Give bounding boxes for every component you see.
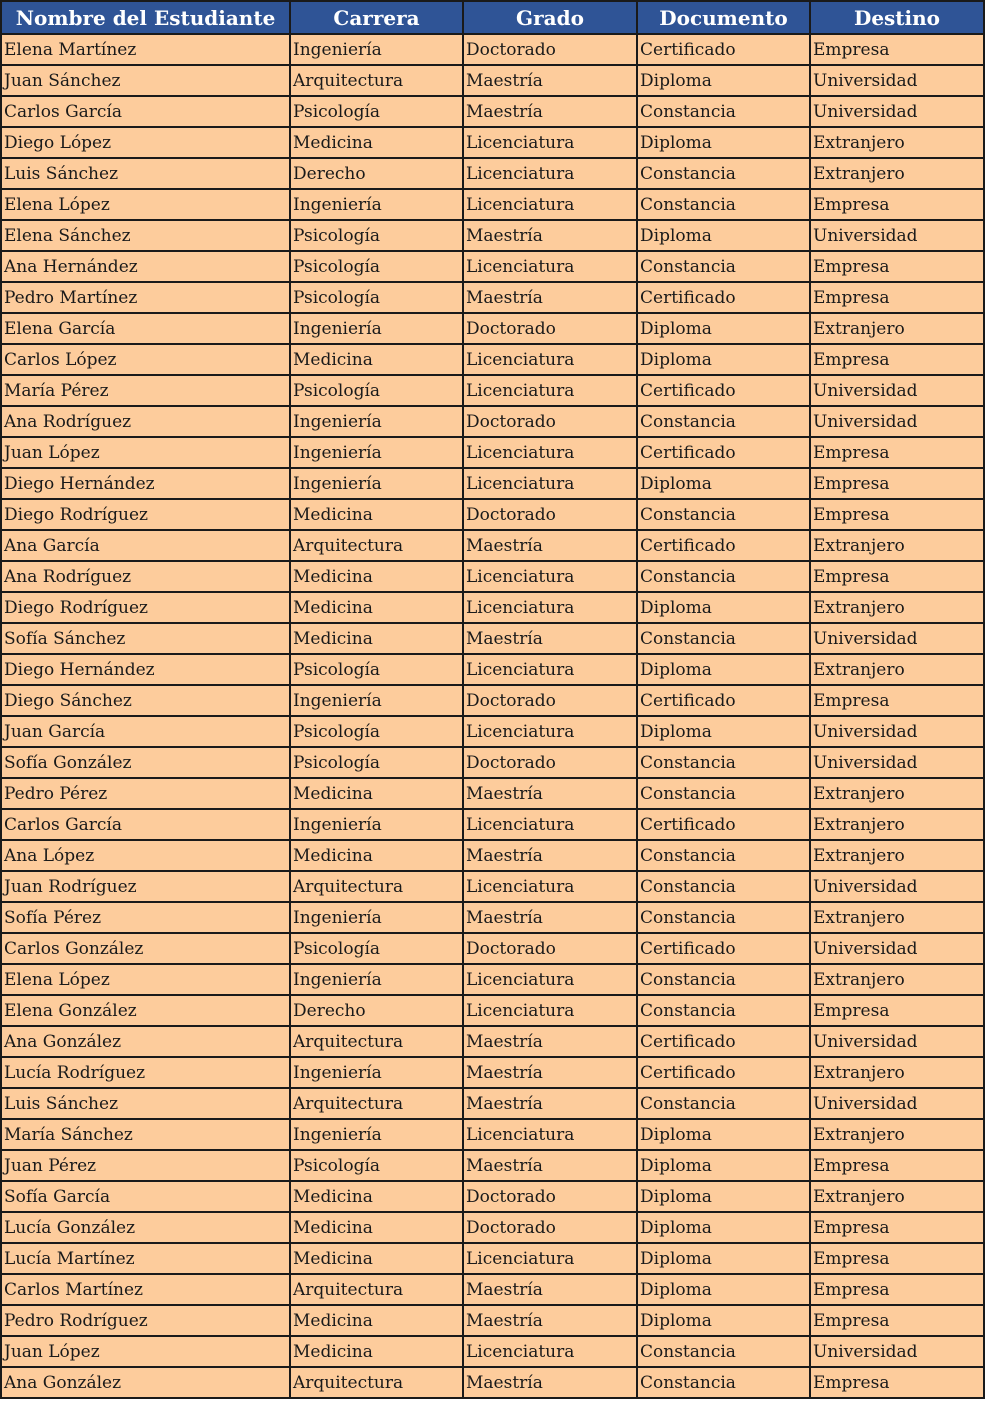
cell-carrera: Medicina [290, 1243, 463, 1274]
cell-carrera: Ingeniería [290, 685, 463, 716]
cell-carrera: Ingeniería [290, 902, 463, 933]
cell-documento: Constancia [637, 499, 810, 530]
cell-destino: Universidad [810, 375, 984, 406]
cell-grado: Maestría [463, 65, 637, 96]
cell-documento: Certificado [637, 437, 810, 468]
cell-destino: Extranjero [810, 158, 984, 189]
table-row [1, 1088, 984, 1119]
cell-nombre: Diego Rodríguez [1, 499, 290, 530]
cell-nombre: Elena García [1, 313, 290, 344]
cell-documento: Constancia [637, 840, 810, 871]
table-row [1, 251, 984, 282]
cell-carrera: Medicina [290, 1305, 463, 1336]
cell-destino: Extranjero [810, 127, 984, 158]
cell-nombre: Ana Rodríguez [1, 561, 290, 592]
cell-nombre: Diego Hernández [1, 654, 290, 685]
cell-destino: Universidad [810, 406, 984, 437]
cell-grado: Maestría [463, 1305, 637, 1336]
table-row [1, 282, 984, 313]
cell-documento: Diploma [637, 468, 810, 499]
cell-nombre: Juan López [1, 1336, 290, 1367]
table-row [1, 654, 984, 685]
cell-documento: Certificado [637, 933, 810, 964]
table-row [1, 65, 984, 96]
cell-carrera: Arquitectura [290, 1274, 463, 1305]
cell-destino: Extranjero [810, 778, 984, 809]
table-row [1, 1305, 984, 1336]
cell-nombre: Sofía González [1, 747, 290, 778]
table-row [1, 871, 984, 902]
cell-carrera: Medicina [290, 127, 463, 158]
cell-grado: Doctorado [463, 747, 637, 778]
cell-documento: Constancia [637, 995, 810, 1026]
cell-documento: Constancia [637, 1088, 810, 1119]
table-row [1, 902, 984, 933]
cell-grado: Licenciatura [463, 592, 637, 623]
cell-carrera: Psicología [290, 933, 463, 964]
table-row [1, 1150, 984, 1181]
cell-carrera: Ingeniería [290, 1057, 463, 1088]
cell-nombre: Elena López [1, 189, 290, 220]
cell-carrera: Medicina [290, 1181, 463, 1212]
cell-carrera: Arquitectura [290, 1367, 463, 1398]
cell-nombre: Luis Sánchez [1, 158, 290, 189]
cell-grado: Licenciatura [463, 1243, 637, 1274]
cell-documento: Diploma [637, 1119, 810, 1150]
cell-nombre: Carlos López [1, 344, 290, 375]
cell-documento: Diploma [637, 1150, 810, 1181]
cell-destino: Empresa [810, 561, 984, 592]
cell-carrera: Medicina [290, 840, 463, 871]
table-row [1, 995, 984, 1026]
cell-nombre: Diego Rodríguez [1, 592, 290, 623]
cell-nombre: Luis Sánchez [1, 1088, 290, 1119]
cell-documento: Diploma [637, 220, 810, 251]
cell-documento: Diploma [637, 1243, 810, 1274]
cell-carrera: Arquitectura [290, 530, 463, 561]
cell-destino: Empresa [810, 468, 984, 499]
cell-documento: Diploma [637, 1274, 810, 1305]
cell-nombre: Ana González [1, 1367, 290, 1398]
cell-grado: Licenciatura [463, 809, 637, 840]
cell-documento: Diploma [637, 65, 810, 96]
cell-carrera: Psicología [290, 96, 463, 127]
cell-documento: Diploma [637, 716, 810, 747]
cell-nombre: Elena Martínez [1, 34, 290, 65]
table-row [1, 344, 984, 375]
cell-documento: Certificado [637, 375, 810, 406]
cell-destino: Empresa [810, 189, 984, 220]
cell-grado: Maestría [463, 1088, 637, 1119]
table-row [1, 158, 984, 189]
cell-grado: Maestría [463, 1026, 637, 1057]
cell-carrera: Psicología [290, 1150, 463, 1181]
table-row [1, 933, 984, 964]
cell-documento: Certificado [637, 530, 810, 561]
cell-destino: Universidad [810, 933, 984, 964]
table-row [1, 1336, 984, 1367]
cell-grado: Maestría [463, 1367, 637, 1398]
cell-documento: Diploma [637, 313, 810, 344]
table-row [1, 468, 984, 499]
cell-documento: Constancia [637, 251, 810, 282]
cell-carrera: Arquitectura [290, 1026, 463, 1057]
table-row [1, 375, 984, 406]
cell-grado: Licenciatura [463, 654, 637, 685]
cell-carrera: Ingeniería [290, 34, 463, 65]
cell-grado: Licenciatura [463, 716, 637, 747]
cell-carrera: Psicología [290, 251, 463, 282]
cell-documento: Constancia [637, 1336, 810, 1367]
cell-documento: Constancia [637, 189, 810, 220]
cell-carrera: Ingeniería [290, 406, 463, 437]
cell-grado: Licenciatura [463, 375, 637, 406]
cell-nombre: María Sánchez [1, 1119, 290, 1150]
cell-destino: Empresa [810, 1305, 984, 1336]
cell-nombre: María Pérez [1, 375, 290, 406]
table-row [1, 1119, 984, 1150]
cell-nombre: Diego Hernández [1, 468, 290, 499]
header-carrera: Carrera [290, 1, 463, 34]
cell-documento: Certificado [637, 685, 810, 716]
cell-destino: Universidad [810, 1336, 984, 1367]
cell-destino: Extranjero [810, 1119, 984, 1150]
cell-nombre: Sofía Pérez [1, 902, 290, 933]
cell-carrera: Psicología [290, 654, 463, 685]
cell-grado: Licenciatura [463, 995, 637, 1026]
table-row [1, 964, 984, 995]
cell-destino: Extranjero [810, 840, 984, 871]
cell-destino: Extranjero [810, 809, 984, 840]
cell-documento: Certificado [637, 282, 810, 313]
cell-carrera: Medicina [290, 499, 463, 530]
cell-nombre: Sofía Sánchez [1, 623, 290, 654]
cell-grado: Licenciatura [463, 127, 637, 158]
cell-documento: Constancia [637, 902, 810, 933]
cell-grado: Doctorado [463, 34, 637, 65]
table-row [1, 1026, 984, 1057]
cell-carrera: Psicología [290, 716, 463, 747]
cell-destino: Extranjero [810, 530, 984, 561]
table-row [1, 809, 984, 840]
cell-documento: Diploma [637, 127, 810, 158]
cell-nombre: Diego Sánchez [1, 685, 290, 716]
cell-destino: Extranjero [810, 313, 984, 344]
table-row [1, 530, 984, 561]
cell-destino: Universidad [810, 747, 984, 778]
cell-destino: Extranjero [810, 654, 984, 685]
cell-nombre: Ana Rodríguez [1, 406, 290, 437]
cell-carrera: Ingeniería [290, 1119, 463, 1150]
cell-grado: Maestría [463, 96, 637, 127]
cell-destino: Extranjero [810, 1181, 984, 1212]
table-row [1, 189, 984, 220]
cell-documento: Diploma [637, 654, 810, 685]
cell-carrera: Psicología [290, 220, 463, 251]
cell-destino: Empresa [810, 1212, 984, 1243]
table-row [1, 1212, 984, 1243]
cell-destino: Universidad [810, 1026, 984, 1057]
cell-carrera: Medicina [290, 592, 463, 623]
cell-carrera: Ingeniería [290, 964, 463, 995]
cell-carrera: Ingeniería [290, 437, 463, 468]
header-nombre: Nombre del Estudiante [1, 1, 290, 34]
cell-destino: Universidad [810, 65, 984, 96]
cell-documento: Constancia [637, 561, 810, 592]
cell-destino: Empresa [810, 344, 984, 375]
cell-nombre: Lucía Rodríguez [1, 1057, 290, 1088]
cell-destino: Extranjero [810, 1057, 984, 1088]
cell-nombre: Ana Hernández [1, 251, 290, 282]
cell-nombre: Pedro Pérez [1, 778, 290, 809]
cell-destino: Extranjero [810, 592, 984, 623]
table-row [1, 220, 984, 251]
table-body [1, 34, 984, 1398]
table-row [1, 313, 984, 344]
cell-nombre: Juan Rodríguez [1, 871, 290, 902]
cell-destino: Universidad [810, 96, 984, 127]
cell-nombre: Ana García [1, 530, 290, 561]
cell-grado: Doctorado [463, 933, 637, 964]
cell-grado: Maestría [463, 623, 637, 654]
cell-nombre: Pedro Rodríguez [1, 1305, 290, 1336]
cell-documento: Constancia [637, 964, 810, 995]
cell-documento: Certificado [637, 809, 810, 840]
cell-grado: Licenciatura [463, 251, 637, 282]
cell-nombre: Carlos García [1, 96, 290, 127]
cell-nombre: Elena González [1, 995, 290, 1026]
table-row [1, 623, 984, 654]
cell-carrera: Ingeniería [290, 189, 463, 220]
table-row [1, 778, 984, 809]
cell-documento: Constancia [637, 158, 810, 189]
cell-grado: Maestría [463, 840, 637, 871]
cell-destino: Universidad [810, 1088, 984, 1119]
cell-nombre: Juan López [1, 437, 290, 468]
cell-grado: Doctorado [463, 685, 637, 716]
cell-documento: Constancia [637, 871, 810, 902]
cell-destino: Extranjero [810, 902, 984, 933]
cell-destino: Universidad [810, 871, 984, 902]
cell-nombre: Sofía García [1, 1181, 290, 1212]
table-row [1, 1243, 984, 1274]
cell-grado: Maestría [463, 1150, 637, 1181]
cell-destino: Empresa [810, 1243, 984, 1274]
cell-documento: Certificado [637, 1026, 810, 1057]
cell-nombre: Juan Pérez [1, 1150, 290, 1181]
cell-carrera: Arquitectura [290, 1088, 463, 1119]
cell-carrera: Medicina [290, 778, 463, 809]
table-row [1, 499, 984, 530]
cell-documento: Diploma [637, 1305, 810, 1336]
cell-carrera: Psicología [290, 375, 463, 406]
table-row [1, 592, 984, 623]
table-row [1, 96, 984, 127]
cell-grado: Maestría [463, 1057, 637, 1088]
cell-destino: Empresa [810, 282, 984, 313]
cell-documento: Constancia [637, 1367, 810, 1398]
cell-destino: Empresa [810, 1150, 984, 1181]
cell-documento: Diploma [637, 1212, 810, 1243]
table-row [1, 1367, 984, 1398]
cell-destino: Empresa [810, 995, 984, 1026]
table-row [1, 561, 984, 592]
cell-destino: Empresa [810, 1274, 984, 1305]
cell-destino: Empresa [810, 1367, 984, 1398]
cell-grado: Licenciatura [463, 189, 637, 220]
cell-grado: Doctorado [463, 406, 637, 437]
table-row [1, 747, 984, 778]
cell-carrera: Medicina [290, 1212, 463, 1243]
cell-nombre: Juan García [1, 716, 290, 747]
cell-grado: Doctorado [463, 1181, 637, 1212]
cell-grado: Maestría [463, 282, 637, 313]
cell-carrera: Arquitectura [290, 871, 463, 902]
cell-carrera: Arquitectura [290, 65, 463, 96]
cell-destino: Universidad [810, 220, 984, 251]
cell-carrera: Derecho [290, 995, 463, 1026]
cell-documento: Constancia [637, 406, 810, 437]
table-row [1, 685, 984, 716]
cell-grado: Doctorado [463, 313, 637, 344]
cell-nombre: Carlos García [1, 809, 290, 840]
cell-carrera: Medicina [290, 623, 463, 654]
cell-destino: Extranjero [810, 964, 984, 995]
cell-carrera: Ingeniería [290, 468, 463, 499]
cell-documento: Constancia [637, 747, 810, 778]
cell-documento: Constancia [637, 623, 810, 654]
cell-destino: Empresa [810, 685, 984, 716]
header-row [1, 1, 984, 34]
cell-grado: Licenciatura [463, 1119, 637, 1150]
cell-grado: Licenciatura [463, 158, 637, 189]
header-destino: Destino [810, 1, 984, 34]
cell-grado: Licenciatura [463, 344, 637, 375]
cell-nombre: Ana López [1, 840, 290, 871]
cell-nombre: Lucía Martínez [1, 1243, 290, 1274]
cell-nombre: Carlos González [1, 933, 290, 964]
header-grado: Grado [463, 1, 637, 34]
header-documento: Documento [637, 1, 810, 34]
cell-grado: Licenciatura [463, 1336, 637, 1367]
cell-nombre: Ana González [1, 1026, 290, 1057]
cell-documento: Diploma [637, 1181, 810, 1212]
cell-documento: Certificado [637, 1057, 810, 1088]
cell-grado: Licenciatura [463, 561, 637, 592]
cell-nombre: Carlos Martínez [1, 1274, 290, 1305]
cell-destino: Universidad [810, 716, 984, 747]
cell-destino: Empresa [810, 499, 984, 530]
cell-carrera: Ingeniería [290, 313, 463, 344]
table-row [1, 1181, 984, 1212]
cell-documento: Diploma [637, 592, 810, 623]
cell-documento: Constancia [637, 778, 810, 809]
cell-grado: Maestría [463, 778, 637, 809]
table-row [1, 1057, 984, 1088]
table-row [1, 406, 984, 437]
cell-destino: Empresa [810, 437, 984, 468]
cell-grado: Licenciatura [463, 437, 637, 468]
cell-carrera: Medicina [290, 561, 463, 592]
cell-destino: Universidad [810, 623, 984, 654]
table-row [1, 437, 984, 468]
cell-grado: Doctorado [463, 1212, 637, 1243]
table-row [1, 1274, 984, 1305]
cell-grado: Maestría [463, 220, 637, 251]
cell-carrera: Derecho [290, 158, 463, 189]
cell-nombre: Lucía González [1, 1212, 290, 1243]
cell-nombre: Pedro Martínez [1, 282, 290, 313]
cell-grado: Maestría [463, 902, 637, 933]
cell-destino: Empresa [810, 251, 984, 282]
cell-carrera: Ingeniería [290, 809, 463, 840]
cell-documento: Diploma [637, 344, 810, 375]
cell-grado: Maestría [463, 1274, 637, 1305]
table-row [1, 127, 984, 158]
cell-documento: Certificado [637, 34, 810, 65]
cell-carrera: Psicología [290, 747, 463, 778]
cell-nombre: Juan Sánchez [1, 65, 290, 96]
cell-grado: Licenciatura [463, 468, 637, 499]
cell-destino: Empresa [810, 34, 984, 65]
cell-carrera: Psicología [290, 282, 463, 313]
cell-nombre: Diego López [1, 127, 290, 158]
cell-nombre: Elena Sánchez [1, 220, 290, 251]
table-row [1, 716, 984, 747]
cell-documento: Constancia [637, 96, 810, 127]
cell-grado: Maestría [463, 530, 637, 561]
cell-carrera: Medicina [290, 1336, 463, 1367]
cell-grado: Licenciatura [463, 964, 637, 995]
table-row [1, 840, 984, 871]
cell-grado: Licenciatura [463, 871, 637, 902]
cell-nombre: Elena López [1, 964, 290, 995]
table-row [1, 34, 984, 65]
cell-carrera: Medicina [290, 344, 463, 375]
cell-grado: Doctorado [463, 499, 637, 530]
